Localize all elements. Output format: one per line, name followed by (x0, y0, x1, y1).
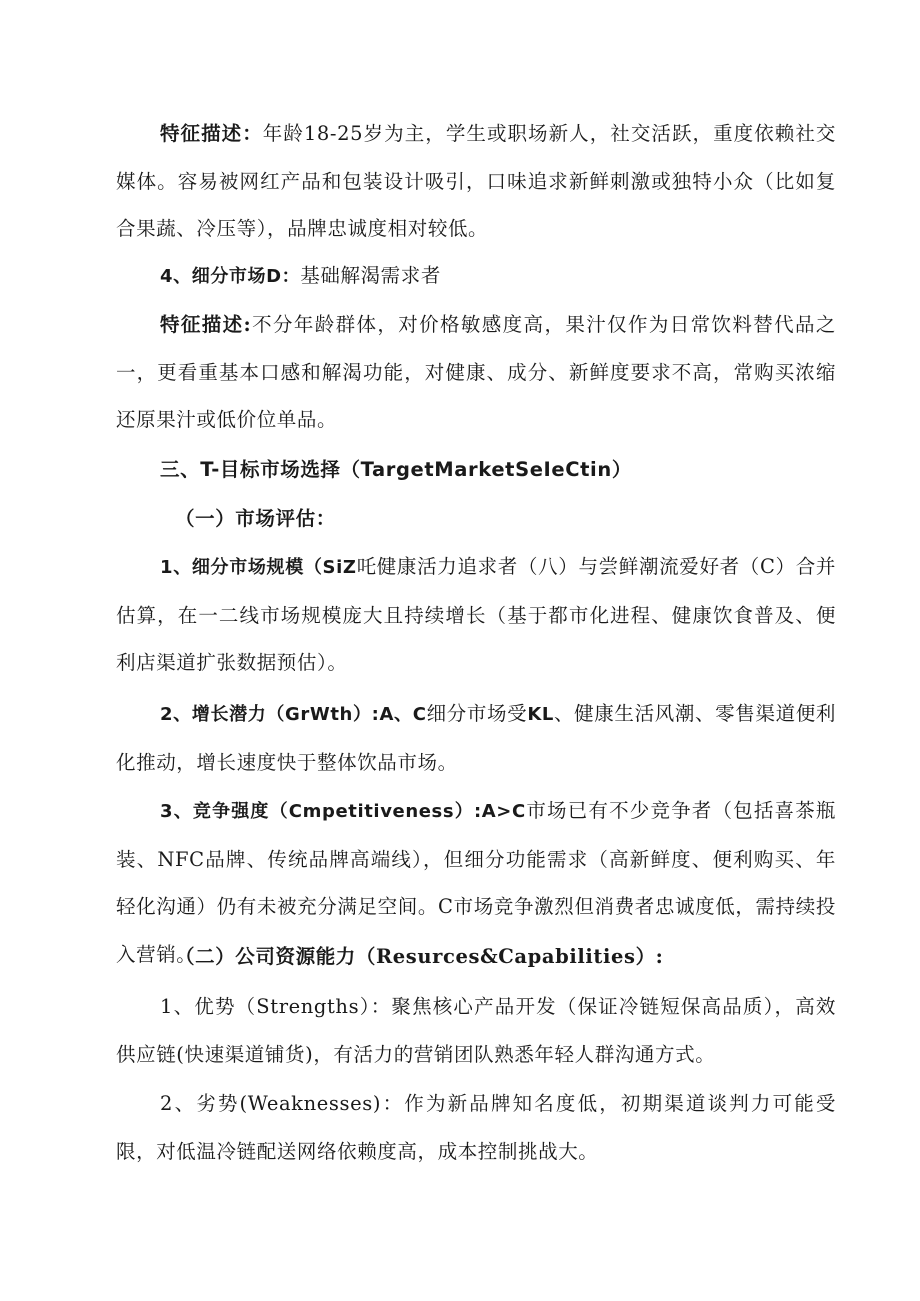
heading-text: 基础解渴需求者 (300, 264, 441, 287)
feature-label: 特征描述: (160, 313, 252, 336)
paragraph-segment-c-description (116, 110, 836, 253)
heading-target-market: 三、T-目标市场选择（TargetMarketSeIeCtin） (160, 458, 632, 481)
feature-text: 年龄18-25岁为主，学生或职场新人，社交活跃，重度依赖社交媒体。容易被网红产品和包装设计吸引，口味追求新鲜刺激或独特小众（比如复合果蔬、冷压等），品牌忠诚度相对较低。 (116, 122, 836, 240)
heading-resources-capabilities: （二）公司资源能力（Resurces&Capabilities）: (175, 945, 664, 968)
item-label: 3、竞争强度（Cmpetitiveness）:A>C (160, 801, 526, 822)
item-text-2: 、健康生活风潮、零售渠道便利化推动，增长速度快于整体饮品市场。 (116, 702, 836, 774)
item-segment-size (116, 543, 836, 687)
paragraph-segment-d-description (116, 301, 836, 444)
feature-label: 特征描述： (160, 122, 263, 145)
item-weaknesses: 2、劣势(Weaknesses)：作为新品牌知名度低，初期渠道谈判力可能受限，对低温冷链配送网络依赖度高，成本控制挑战大。 (116, 1092, 836, 1163)
item-label: 1、细分市场规模（SiZ (160, 557, 357, 578)
feature-text: 不分年龄群体，对价格敏感度高，果汁仅作为日常饮料替代品之一，更看重基本口感和解渴功能，对健康、成分、新鲜度要求不高，常购买浓缩还原果汁或低价位单品。 (116, 313, 836, 431)
item-label-2: KL (527, 704, 554, 725)
item-growth-potential (116, 690, 836, 786)
item-text: 吒健康活力追求者（八）与尝鲜潮流爱好者（C）合并估算，在一二线市场规模庞大且持续增长（基于都市化进程、健康饮食普及、便利店渠道扩张数据预估）。 (116, 555, 836, 674)
heading-number: 4、细分市场D： (160, 266, 301, 287)
item-text: 细分市场受 (426, 702, 528, 725)
item-label: 2、增长潜力（GrWth）:A、C (160, 704, 427, 725)
item-text: 市场已有不少竞争者（包括喜茶瓶装、NFC品牌、传统品牌高端线），但细分功能需求（高新鲜度、便利购买、年轻化沟通）仍有未被充分满足空间。C市场竞争激烈但消费者忠诚度低，需持续投入营销。 (116, 799, 836, 966)
heading-market-evaluation: （一）市场评估： (175, 507, 336, 530)
item-strengths: 1、优势（Strengths）：聚焦核心产品开发（保证冷链短保高品质），高效供应链(快速渠道铺货)，有活力的营销团队熟悉年轻人群沟通方式。 (116, 995, 836, 1066)
heading-segment-d (160, 252, 441, 301)
